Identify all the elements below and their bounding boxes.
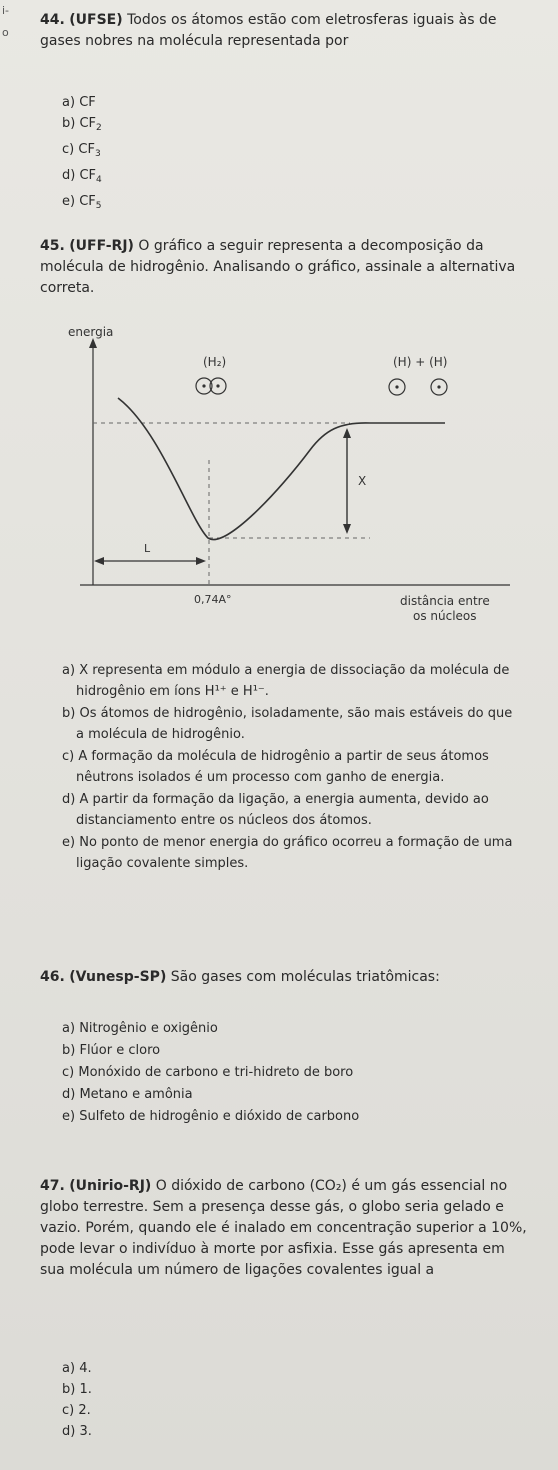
q45-source: (UFF-RJ) bbox=[69, 238, 134, 254]
potential-energy-curve bbox=[118, 398, 445, 540]
q47-option-a[interactable]: a) 4. bbox=[62, 1361, 92, 1376]
h2-nucleus-right bbox=[216, 384, 219, 387]
energy-chart bbox=[40, 320, 520, 630]
q46-stem: São gases com moléculas triatômicas: bbox=[170, 969, 440, 985]
x-label: X bbox=[358, 474, 367, 488]
l-arrow-head-left bbox=[94, 557, 104, 565]
q45-options bbox=[62, 660, 522, 875]
min-distance-label: 0,74A° bbox=[194, 593, 232, 606]
h-atom-2-nucleus bbox=[437, 385, 440, 388]
q46-source: (Vunesp-SP) bbox=[69, 969, 167, 985]
y-axis-label: energia bbox=[68, 325, 114, 339]
q44-option-e[interactable]: e) $CF_5$ bbox=[62, 194, 102, 211]
q44-option-a[interactable]: a) CF bbox=[62, 95, 96, 110]
question-46 bbox=[40, 967, 530, 988]
question-47 bbox=[40, 1176, 530, 1281]
h-atom-1-nucleus bbox=[395, 385, 398, 388]
h2-nucleus-left bbox=[202, 384, 205, 387]
q44-options bbox=[62, 92, 102, 217]
q44-source: (UFSE) bbox=[69, 12, 123, 28]
x-axis-label-line2: os núcleos bbox=[413, 609, 477, 623]
q47-stem: O dióxido de carbono (CO₂) é um gás essencial no globo terrestre. Sem a presença desse gás, o globo seria gelado e vazio. Porém, quando ele é inalado em concentração superior a 10%, pode levar o indivíduo à morte por asfixia. Esse gás apresenta em sua molécula um número de ligações covalentes igual a bbox=[40, 1178, 527, 1278]
edge-mark-1: i- bbox=[2, 4, 10, 17]
l-label: L bbox=[144, 542, 151, 555]
q46-option-a[interactable]: a) Nitrogênio e oxigênio bbox=[62, 1021, 218, 1036]
x-arrow-head-down bbox=[343, 524, 351, 534]
q46-option-e[interactable]: e) Sulfeto de hidrogênio e dióxido de carbono bbox=[62, 1109, 360, 1124]
atoms-label: (H) + (H) bbox=[393, 355, 448, 369]
x-axis-label-line1: distância entre bbox=[400, 594, 490, 608]
q47-number: 47. bbox=[40, 1178, 65, 1194]
q46-option-b[interactable]: b) Flúor e cloro bbox=[62, 1043, 161, 1058]
edge-mark-2: o bbox=[2, 26, 9, 39]
q46-option-d[interactable]: d) Metano e amônia bbox=[62, 1087, 193, 1102]
q45-stem: O gráfico a seguir representa a decomposição da molécula de hidrogênio. Analisando o gráfico, assinale a alternativa correta. bbox=[40, 238, 516, 296]
q46-option-c[interactable]: c) Monóxido de carbono e tri-hidreto de boro bbox=[62, 1065, 354, 1080]
q44-stem: Todos os átomos estão com eletrosferas iguais às de gases nobres na molécula representada por bbox=[40, 12, 497, 49]
q46-options bbox=[62, 1018, 522, 1128]
molecule-label: (H₂) bbox=[203, 355, 227, 369]
q45-option-d[interactable]: d) A partir da formação da ligação, a energia aumenta, devido ao distanciamento entre os núcleos dos átomos. bbox=[62, 792, 489, 828]
l-arrow-head-right bbox=[196, 557, 206, 565]
q47-source: (Unirio-RJ) bbox=[69, 1178, 152, 1194]
x-arrow-head-up bbox=[343, 428, 351, 438]
q47-option-d[interactable]: d) 3. bbox=[62, 1424, 92, 1439]
question-45 bbox=[40, 236, 530, 299]
q44-option-d[interactable]: d) $CF_4$ bbox=[62, 168, 102, 185]
q47-option-c[interactable]: c) 2. bbox=[62, 1403, 91, 1418]
q45-option-e[interactable]: e) No ponto de menor energia do gráfico ocorreu a formação de uma ligação covalente simples. bbox=[62, 835, 513, 871]
question-44 bbox=[40, 10, 530, 52]
q46-number: 46. bbox=[40, 969, 65, 985]
q45-option-a[interactable]: a) X representa em módulo a energia de dissociação da molécula de hidrogênio em íons H¹⁺ e H¹⁻. bbox=[62, 663, 510, 699]
q44-number: 44. bbox=[40, 12, 65, 28]
q47-options bbox=[62, 1358, 92, 1442]
q45-option-c[interactable]: c) A formação da molécula de hidrogênio a partir de seus átomos nêutrons isolados é um processo com ganho de energia. bbox=[62, 749, 489, 785]
y-axis-arrow bbox=[89, 338, 97, 348]
q45-number: 45. bbox=[40, 238, 65, 254]
q44-option-b[interactable]: b) $CF_2$ bbox=[62, 116, 102, 133]
q47-option-b[interactable]: b) 1. bbox=[62, 1382, 92, 1397]
q45-option-b[interactable]: b) Os átomos de hidrogênio, isoladamente, são mais estáveis do que a molécula de hidrogênio. bbox=[62, 706, 513, 742]
q44-option-c[interactable]: c) $CF_3$ bbox=[62, 142, 101, 159]
